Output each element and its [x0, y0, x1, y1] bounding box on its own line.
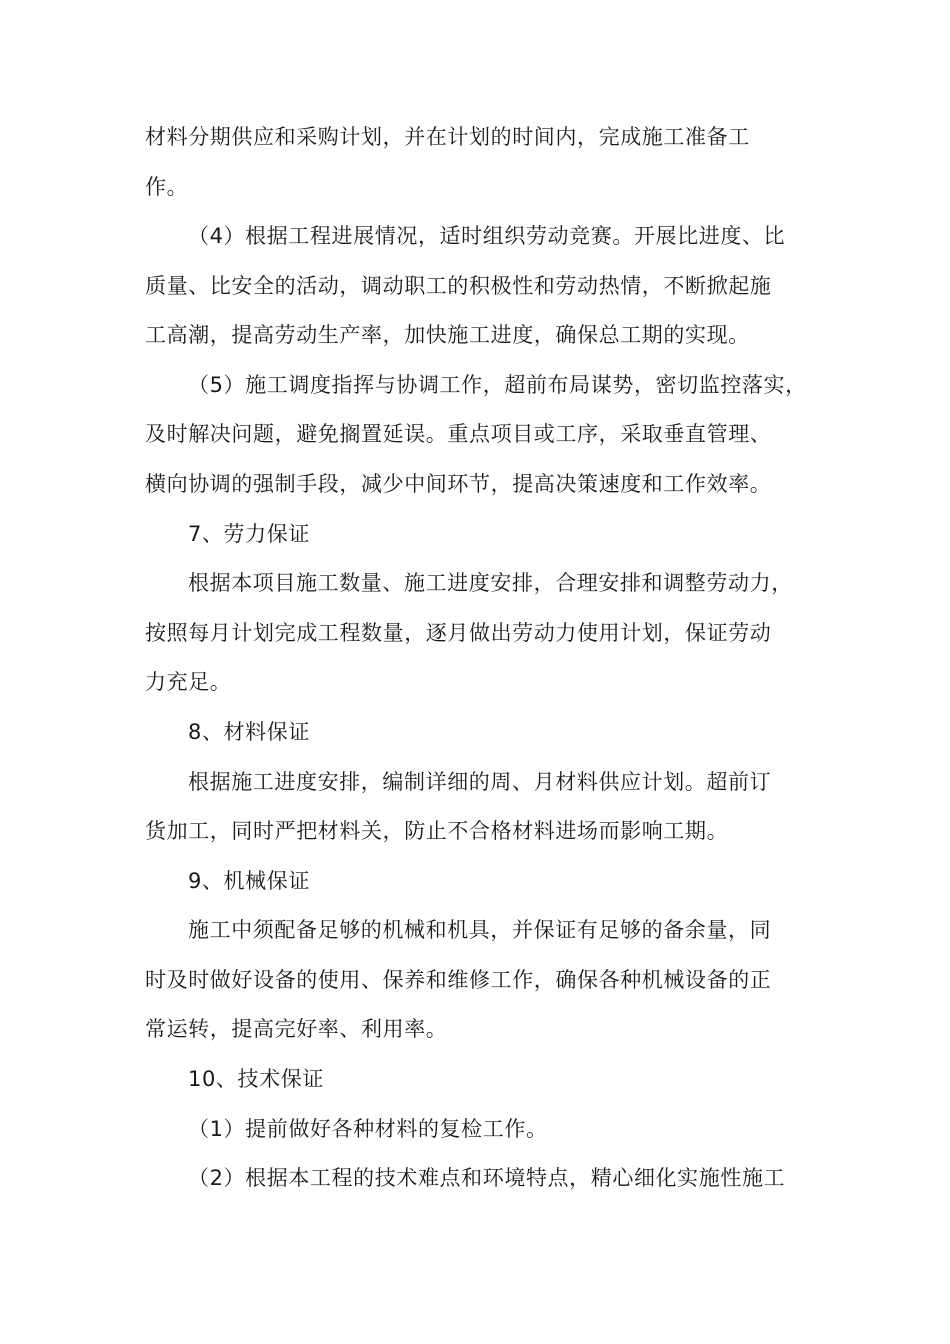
text-line: 根据本项目施工数量、施工进度安排，合理安排和调整劳动力， — [188, 571, 793, 595]
text-line: 作。 — [145, 175, 189, 199]
section-heading: 9、机械保证 — [188, 869, 310, 893]
text-line: 时及时做好设备的使用、保养和维修工作，确保各种机械设备的正 — [145, 968, 772, 992]
text-line: 货加工，同时严把材料关，防止不合格材料进场而影响工期。 — [145, 819, 729, 843]
text-line: （5）施工调度指挥与协调工作，超前布局谋势，密切监控落实， — [188, 373, 807, 397]
text-line: 根据施工进度安排，编制详细的周、月材料供应计划。超前订 — [188, 770, 772, 794]
section-heading: 10、技术保证 — [188, 1067, 324, 1091]
text-line: 工高潮，提高劳动生产率，加快施工进度，确保总工期的实现。 — [145, 323, 750, 347]
text-line: 横向协调的强制手段，减少中间环节，提高决策速度和工作效率。 — [145, 472, 772, 496]
text-line: （4）根据工程进展情况，适时组织劳动竞赛。开展比进度、比 — [188, 224, 786, 248]
text-line: 及时解决问题，避免搁置延误。重点项目或工序，采取垂直管理、 — [145, 422, 772, 446]
text-line: （1）提前做好各种材料的复检工作。 — [188, 1117, 548, 1141]
text-line: 力充足。 — [145, 670, 232, 694]
text-line: 施工中须配备足够的机械和机具，并保证有足够的备余量，同 — [188, 918, 772, 942]
section-heading: 8、材料保证 — [188, 720, 310, 744]
text-line: 质量、比安全的活动，调动职工的积极性和劳动热情，不断掀起施 — [145, 274, 772, 298]
text-line: 材料分期供应和采购计划，并在计划的时间内，完成施工准备工 — [145, 125, 750, 149]
text-line: 常运转，提高完好率、利用率。 — [145, 1017, 448, 1041]
text-line: （2）根据本工程的技术难点和环境特点，精心细化实施性施工 — [188, 1166, 786, 1190]
section-heading: 7、劳力保证 — [188, 522, 310, 546]
text-line: 按照每月计划完成工程数量，逐月做出劳动力使用计划，保证劳动 — [145, 621, 772, 645]
